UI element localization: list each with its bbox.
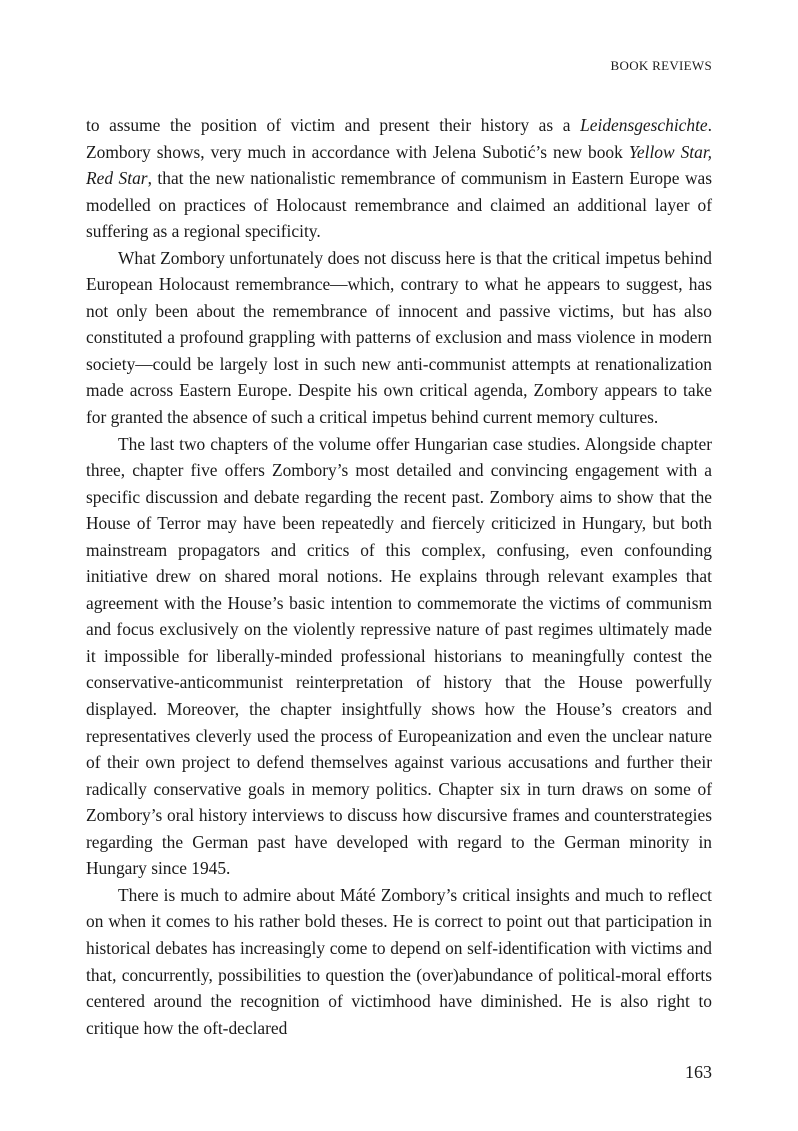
page-number: 163 (685, 1062, 712, 1082)
paragraph-1 (86, 112, 712, 245)
paragraph-3 (86, 431, 712, 882)
text-segment: There is much to admire about Máté Zombory’s critical insights and much to reflect on when it comes to his rather bold theses. He is correct to point out that participation in historical debates has increasingly come to depend on self-identification with victims and that, concurrently, possibilities to question the (over)abundance of political-moral efforts centered around the recognition of victimhood have diminished. He is also right to critique how the oft-declared (86, 884, 712, 1038)
running-head: BOOK REVIEWS (610, 58, 712, 73)
paragraph-2 (86, 245, 712, 431)
italic-term: Leidensgeschichte (580, 115, 708, 135)
text-segment: . Zombory shows, very much in accordance with Jelena Subotić’s new book (86, 115, 712, 162)
paragraph-4 (86, 882, 712, 1041)
article-body (86, 112, 712, 1041)
text-segment: What Zombory unfortunately does not discuss here is that the critical impetus behind European Holocaust remembrance—which, contrary to what he appears to suggest, has not only been about the remembrance of innocent and passive victims, but has also constituted a profound grappling with patterns of exclusion and mass violence in modern society—could be largely lost in such new anti-communist attempts at renationalization made across Eastern Europe. Despite his own critical agenda, Zombory appears to take for granted the absence of such a critical impetus behind current memory cultures. (86, 247, 712, 428)
text-segment: The last two chapters of the volume offer Hungarian case studies. Alongside chapter three, chapter five offers Zombory’s most detailed and convincing engagement with a specific discussion and debate regarding the recent past. Zombory aims to show that the House of Terror may have been repeatedly and fiercely criticized in Hungary, but both mainstream propagators and critics of this complex, confusing, even confounding initiative drew on shared moral notions. He explains through relevant examples that agreement with the House’s basic intention to commemorate the victims of communism and focus exclusively on the violently repressive nature of past regimes ultimately made it impossible for liberally-minded professional historians to meaningfully contest the conservative-anticommunist reinterpretation of history that the House powerfully displayed. Moreover, the chapter insightfully shows how the House’s creators and representatives cleverly used the process of Europeanization and even the unclear nature of their own project to defend themselves against various accusations and further their radically conservative goals in memory politics. Chapter six in turn draws on some of Zombory’s oral history interviews to discuss how discursive frames and counterstrategies regarding the German past have developed with regard to the German minority in Hungary since 1945. (86, 433, 712, 879)
text-segment: , that the new nationalistic remembrance of communism in Eastern Europe was modelled on practices of Holocaust remembrance and claimed an additional layer of suffering as a regional specificity. (86, 168, 713, 242)
book-title: Yellow Star, Red Star (86, 141, 713, 189)
text-segment: to assume the position of victim and present their history as a (86, 115, 581, 135)
